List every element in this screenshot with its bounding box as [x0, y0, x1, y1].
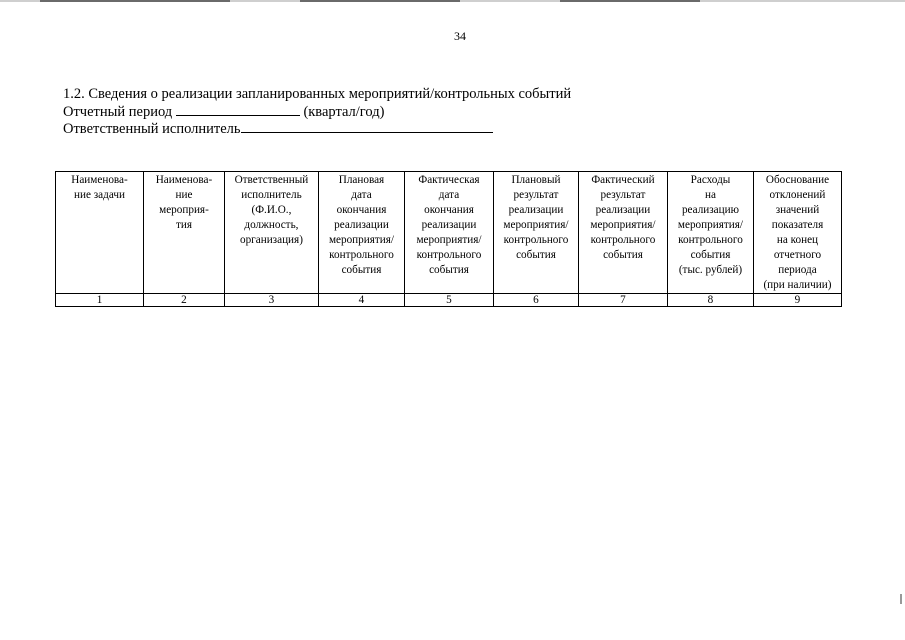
section-heading [63, 86, 571, 138]
table-number-row [56, 294, 842, 307]
reporting-period-line [63, 103, 571, 121]
column-header-text: Ответственный исполнитель (Ф.И.О., должность, организация) [234, 174, 309, 246]
scan-border-mark [560, 0, 700, 2]
column-header-text: Расходы на реализацию мероприятия/ контрольного события (тыс. рублей) [677, 174, 743, 276]
column-header-task [56, 172, 144, 294]
section-title: 1.2. Сведения о реализации запланированных мероприятий/контрольных событий [63, 86, 572, 102]
page-number: 34 [454, 29, 466, 43]
report-table [55, 171, 842, 307]
column-number: 3 [224, 294, 318, 307]
column-header-actual-result [578, 172, 667, 294]
column-header-planned-date [318, 172, 404, 294]
reporting-period-suffix: (квартал/год) [303, 103, 385, 120]
column-header-text: Наименова- ние мероприя- тия [155, 174, 213, 231]
responsible-executor-label: Ответственный исполнитель [63, 121, 241, 137]
scan-border-mark [40, 0, 230, 2]
column-header-event [144, 172, 225, 294]
responsible-executor-blank [241, 120, 493, 133]
column-number: 8 [667, 294, 753, 307]
column-header-expenses [667, 172, 753, 294]
column-number: 6 [493, 294, 578, 307]
column-header-text: Наименова- ние задачи [71, 174, 128, 201]
column-header-text: Фактическая дата окончания реализации мероприятия/ контрольного события [416, 174, 482, 276]
responsible-executor-line [63, 120, 571, 138]
column-header-text: Плановая дата окончания реализации мероприятия/ контрольного события [328, 174, 395, 276]
column-header-actual-date [404, 172, 493, 294]
column-header-text: Плановый результат реализации мероприятия/ контрольного события [503, 174, 569, 261]
table-header-row [56, 172, 842, 294]
column-header-text: Фактический результат реализации мероприятия/ контрольного события [590, 174, 656, 261]
column-header-text: Обоснование отклонений значений показателя на конец отчетного периода (при наличии) [763, 174, 832, 291]
column-number: 1 [56, 294, 144, 307]
column-header-planned-result [493, 172, 578, 294]
scan-artifact-mark [900, 594, 902, 604]
column-number: 4 [318, 294, 404, 307]
column-number: 7 [578, 294, 667, 307]
column-header-deviation-reason [753, 172, 841, 294]
column-number: 2 [144, 294, 225, 307]
reporting-period-label: Отчетный период [63, 103, 173, 120]
column-number: 5 [404, 294, 493, 307]
scan-border-mark [300, 0, 460, 2]
reporting-period-blank [176, 103, 300, 116]
column-number: 9 [753, 294, 841, 307]
column-header-executor [224, 172, 318, 294]
